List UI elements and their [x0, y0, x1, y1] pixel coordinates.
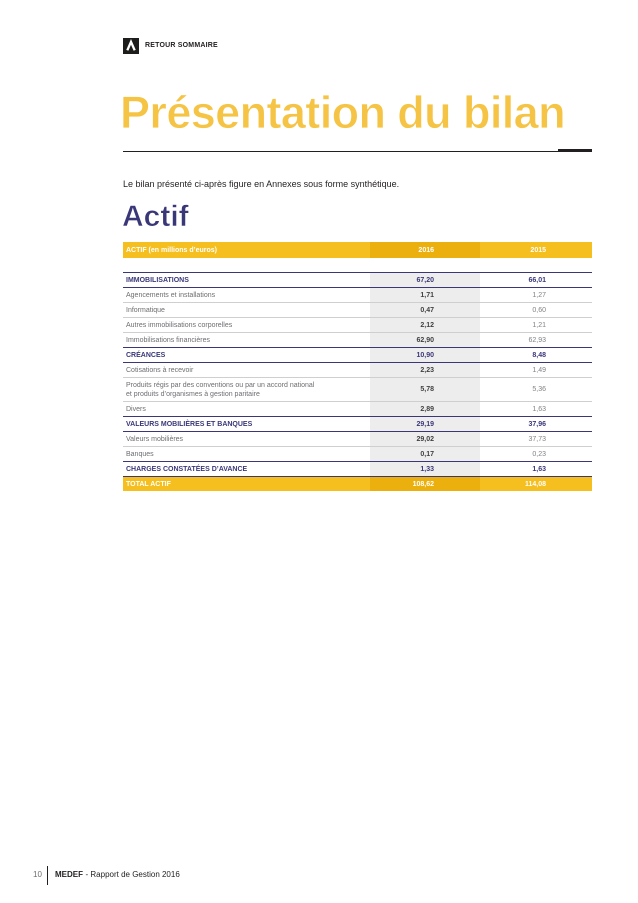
header-2015: 2015	[530, 246, 546, 254]
table-section-row	[123, 461, 592, 476]
value-2015: 66,01	[528, 276, 546, 284]
row-label: Autres immobilisations corporelles	[126, 321, 233, 329]
value-2016: 10,90	[370, 348, 480, 362]
value-2015: 37,73	[528, 435, 546, 443]
table-section-row	[123, 347, 592, 362]
up-arrow-glyph	[123, 38, 139, 54]
row-label: Divers	[126, 405, 146, 413]
table-row	[123, 401, 592, 416]
row-label: Valeurs mobilières	[126, 435, 184, 443]
table-row	[123, 446, 592, 461]
title-rule-accent	[558, 149, 592, 152]
up-arrow-icon[interactable]	[123, 38, 139, 54]
table-section-row	[123, 416, 592, 431]
page-number: 10	[33, 870, 42, 879]
table-total-row	[123, 476, 592, 491]
value-2016: 62,90	[370, 333, 480, 347]
value-2016: 0,17	[370, 447, 480, 461]
table-row	[123, 287, 592, 302]
row-label: Produits régis par des conventions ou par un accord national et produits d’organismes à gestion paritaire	[126, 381, 315, 398]
row-label: CRÉANCES	[126, 351, 166, 359]
value-2015: 1,27	[532, 291, 546, 299]
total-label: TOTAL ACTIF	[126, 480, 171, 488]
value-2016: 1,71	[370, 288, 480, 302]
total-value-2016: 108,62	[370, 477, 480, 491]
back-to-summary-label[interactable]: RETOUR SOMMAIRE	[145, 42, 218, 49]
value-2016: 29,02	[370, 432, 480, 446]
table-header-row	[123, 242, 592, 258]
value-2016: 2,23	[370, 363, 480, 377]
row-label: Immobilisations financières	[126, 336, 211, 344]
value-2016: 5,78	[370, 378, 480, 401]
footer-caption	[55, 870, 180, 880]
value-2015: 1,21	[532, 321, 546, 329]
value-2015: 37,96	[528, 420, 546, 428]
back-to-summary-link[interactable]	[123, 38, 218, 54]
table-row	[123, 317, 592, 332]
value-2015: 1,63	[532, 465, 546, 473]
title-rule	[123, 151, 592, 152]
header-2016: 2016	[370, 242, 480, 258]
value-2015: 0,60	[532, 306, 546, 314]
table-row	[123, 302, 592, 317]
total-value-2015: 114,08	[524, 480, 546, 488]
table-row	[123, 431, 592, 446]
value-2015: 1,49	[532, 366, 546, 374]
row-label: IMMOBILISATIONS	[126, 276, 189, 284]
row-label: VALEURS MOBILIÈRES ET BANQUES	[126, 420, 253, 428]
table-row	[123, 377, 592, 401]
value-2016: 29,19	[370, 417, 480, 431]
footer-brand: MEDEF	[55, 870, 83, 879]
value-2015: 5,36	[532, 386, 546, 393]
footer-divider	[47, 866, 48, 885]
row-label: CHARGES CONSTATÉES D’AVANCE	[126, 465, 248, 473]
footer-document-title: - Rapport de Gestion 2016	[85, 870, 180, 879]
value-2015: 62,93	[528, 336, 546, 344]
assets-table	[123, 242, 592, 491]
page-title: Présentation du bilan	[120, 87, 565, 138]
intro-text: Le bilan présenté ci-après figure en Annexes sous forme synthétique.	[123, 179, 400, 189]
row-label: Banques	[126, 450, 154, 458]
value-2016: 2,89	[370, 402, 480, 416]
value-2016: 67,20	[370, 273, 480, 287]
table-row	[123, 362, 592, 377]
row-label: Informatique	[126, 306, 165, 314]
section-title: Actif	[122, 200, 189, 233]
table-section-row	[123, 272, 592, 287]
table-row	[123, 332, 592, 347]
value-2015: 0,23	[532, 450, 546, 458]
row-label: Cotisations à recevoir	[126, 366, 194, 374]
value-2016: 1,33	[370, 462, 480, 476]
row-label: Agencements et installations	[126, 291, 216, 299]
value-2016: 0,47	[370, 303, 480, 317]
table-spacer	[123, 258, 592, 272]
header-label: ACTIF (en millions d’euros)	[126, 246, 218, 254]
value-2015: 8,48	[532, 351, 546, 359]
value-2016: 2,12	[370, 318, 480, 332]
value-2015: 1,63	[532, 405, 546, 413]
